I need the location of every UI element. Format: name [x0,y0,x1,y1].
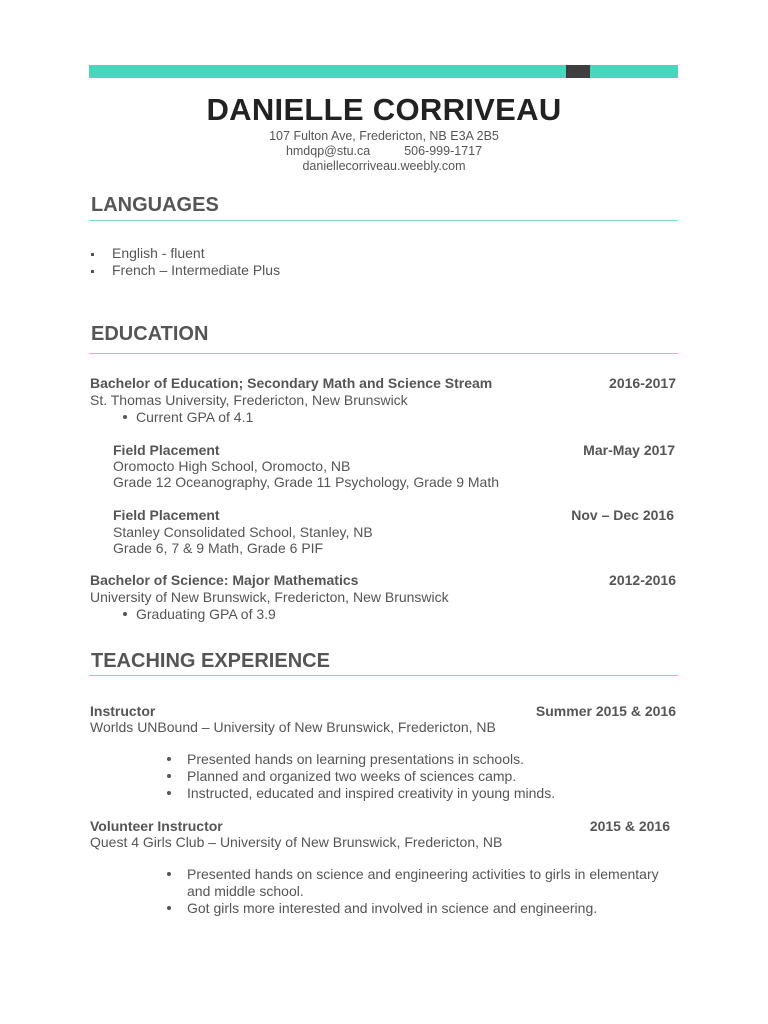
address: 107 Fulton Ave, Fredericton, NB E3A 2B5 [269,129,499,143]
degree-title: Bachelor of Science: Major Mathematics [90,572,359,588]
website[interactable]: daniellecorriveau.weebly.com [302,159,466,173]
bullet-icon [123,415,127,419]
section-heading-education: EDUCATION [91,323,209,345]
institution: St. Thomas University, Fredericton, New Brunswick [90,392,408,408]
bullet-icon [167,872,171,876]
job-title: Instructor [90,703,156,719]
email-phone-line [0,144,768,159]
job-organization: Quest 4 Girls Club – University of New Brunswick, Fredericton, NB [90,834,503,850]
job-duty: Instructed, educated and inspired creativity in young minds. [187,785,556,801]
job-date: 2015 & 2016 [589,818,670,834]
candidate-name: DANIELLE CORRIVEAU [206,92,562,127]
header-accent-block [566,65,590,78]
job-duty: Presented hands on learning presentations in schools. [187,751,524,767]
job-duty: Planned and organized two weeks of sciences camp. [187,768,517,784]
job-duty: Presented hands on science and engineering activities to girls in elementary [187,866,659,882]
placement-courses: Grade 12 Oceanography, Grade 11 Psychology, Grade 9 Math [113,474,499,490]
phone[interactable]: 506-999-1717 [404,144,483,158]
job-date: Summer 2015 & 2016 [535,703,676,719]
section-divider [89,220,678,221]
bullet-icon [91,253,94,256]
header-color-bar [89,65,678,78]
placement-title: Field Placement [113,507,220,523]
degree-title: Bachelor of Education; Secondary Math and Science Stream [90,375,493,391]
degree-date: 2016-2017 [609,375,676,391]
email[interactable]: hmdqp@stu.ca [285,144,371,158]
job-duty: and middle school. [187,883,304,899]
section-heading-languages: LANGUAGES [91,194,219,216]
gpa-item: Current GPA of 4.1 [136,409,254,425]
language-item: English - fluent [112,245,205,261]
section-divider [89,353,678,354]
placement-school: Stanley Consolidated School, Stanley, NB [113,524,373,540]
placement-title: Field Placement [113,442,220,458]
bullet-icon [123,612,127,616]
bullet-icon [91,270,94,273]
placement-date: Nov – Dec 2016 [571,507,674,523]
bullet-icon [167,906,171,910]
placement-date: Mar-May 2017 [583,442,675,458]
bullet-icon [167,774,171,778]
language-item: French – Intermediate Plus [112,262,281,278]
section-divider [89,675,678,676]
gpa-item: Graduating GPA of 3.9 [136,606,276,622]
placement-school: Oromocto High School, Oromocto, NB [113,458,351,474]
job-title: Volunteer Instructor [90,818,223,834]
institution: University of New Brunswick, Fredericton, New Brunswick [90,589,449,605]
section-heading-teaching: TEACHING EXPERIENCE [91,650,330,672]
job-duty: Got girls more interested and involved in science and engineering. [187,900,598,916]
bullet-icon [167,791,171,795]
job-organization: Worlds UNBound – University of New Brunswick, Fredericton, NB [90,719,496,735]
bullet-icon [167,757,171,761]
placement-courses: Grade 6, 7 & 9 Math, Grade 6 PIF [113,540,324,556]
degree-date: 2012-2016 [609,572,676,588]
